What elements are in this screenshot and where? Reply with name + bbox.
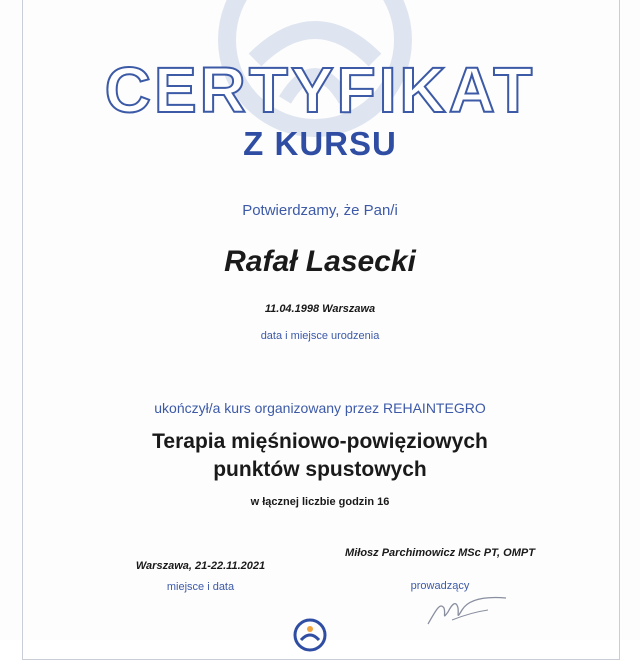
place-date-label: miejsce i data [166,581,235,593]
bottom-logo-icon [293,618,327,652]
course-name-line-1: Terapia mięśniowo-powięziowych [152,430,488,453]
place-date: Warszawa, 21-22.11.2021 [135,560,266,572]
course-name-line-2: punktów spustowych [213,458,427,481]
birth-label: data i miejsce urodzenia [260,330,380,342]
hours-text: w łącznej liczbie godzin 16 [250,496,390,508]
confirm-text: Potwierdzamy, że Pan/i [242,202,398,219]
course-name [0,428,640,484]
participant-name: Rafał Lasecki [224,245,416,278]
certificate-title: CERTYFIKAT [104,54,536,126]
signature-icon [422,590,512,630]
instructor-label: prowadzący [410,580,470,592]
certificate-subtitle: Z KURSU [243,125,397,162]
birth-info: 11.04.1998 Warszawa [264,303,376,315]
completed-text: ukończył/a kurs organizowany przez REHAINTEGRO [154,400,486,416]
instructor-name: Miłosz Parchimowicz MSc PT, OMPT [345,547,535,559]
